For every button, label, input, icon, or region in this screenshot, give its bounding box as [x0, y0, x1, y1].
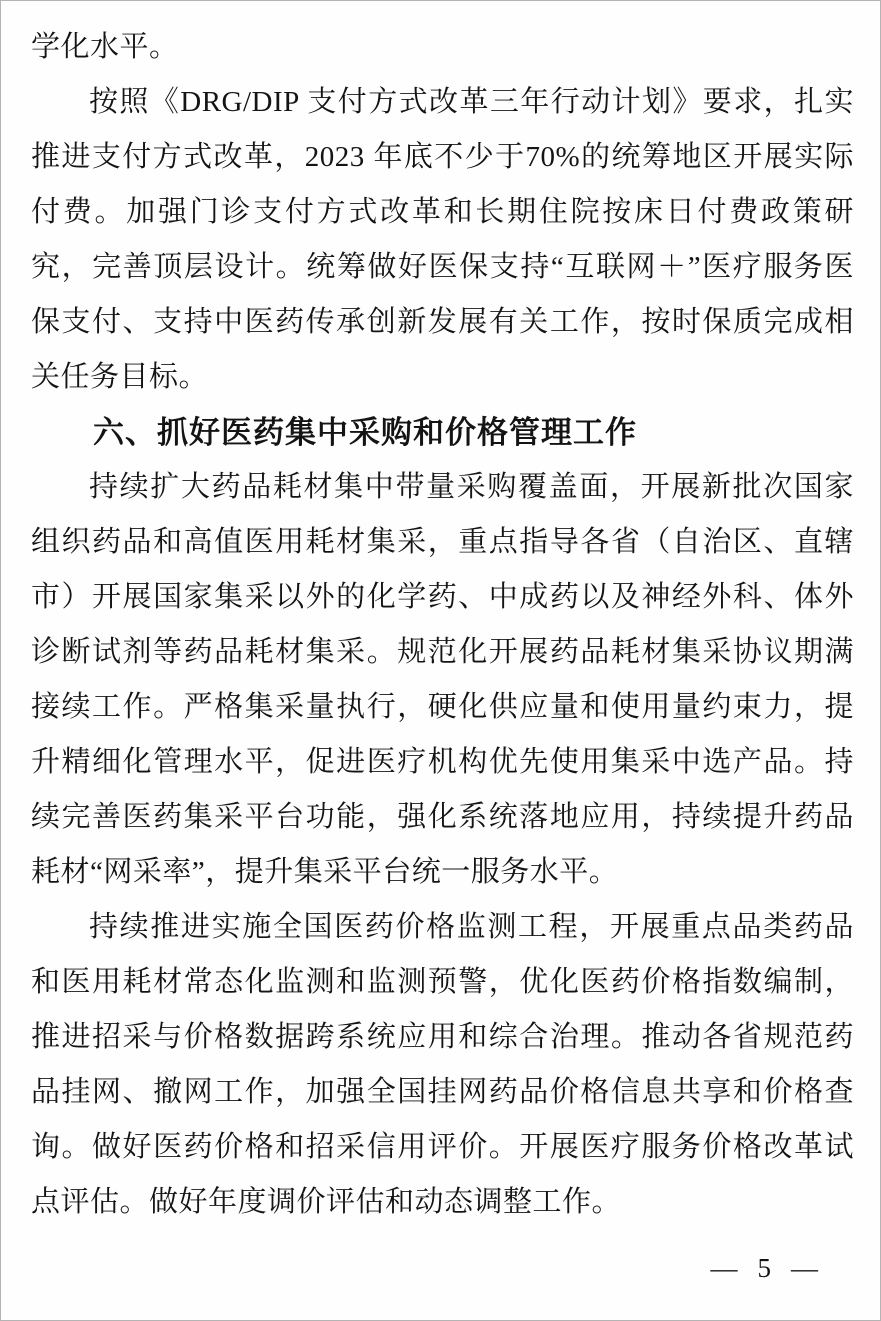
page-content [1, 1, 880, 1230]
paragraph-centralized-procurement: 持续扩大药品耗材集中带量采购覆盖面，开展新批次国家组织药品和高值医用耗材集采，重点指导各省（自治区、直辖市）开展国家集采以外的化学药、中成药以及神经外科、体外诊断试剂等药品耗材集采。规范化开展药品耗材集采协议期满接续工作。严格集采量执行，硬化供应量和使用量约束力，提升精细化管理水平，促进医疗机构优先使用集采中选产品。持续完善医药集采平台功能，强化系统落地应用，持续提升药品耗材“网采率”，提升集采平台统一服务水平。 [31, 471, 854, 888]
page-number: 5 [757, 1253, 771, 1283]
paragraph-payment-reform: 按照《DRG/DIP 支付方式改革三年行动计划》要求，扎实推进支付方式改革，2023 年底不少于70%的统筹地区开展实际付费。加强门诊支付方式改革和长期住院按床日付费政策研究，完善顶层设计。统筹做好医保支持“互联网＋”医疗服务医保支付、支持中医药传承创新发展有关工作，按时保质完成相关任务目标。 [31, 86, 854, 393]
section-heading-6: 六、抓好医药集中采购和价格管理工作 [93, 415, 637, 450]
paragraph-price-monitoring: 持续推进实施全国医药价格监测工程，开展重点品类药品和医用耗材常态化监测和监测预警，优化医药价格指数编制，推进招采与价格数据跨系统应用和综合治理。推动各省规范药品挂网、撤网工作，加强全国挂网药品价格信息共享和价格查询。做好医药价格和招采信用评价。开展医疗服务价格改革试点评估。做好年度调价评估和动态调整工作。 [31, 911, 854, 1218]
paragraph-continuation: 学化水平。 [31, 31, 179, 63]
page-footer [711, 1253, 819, 1284]
footer-dash-right: — [791, 1253, 818, 1283]
footer-dash-left: — [710, 1253, 738, 1283]
